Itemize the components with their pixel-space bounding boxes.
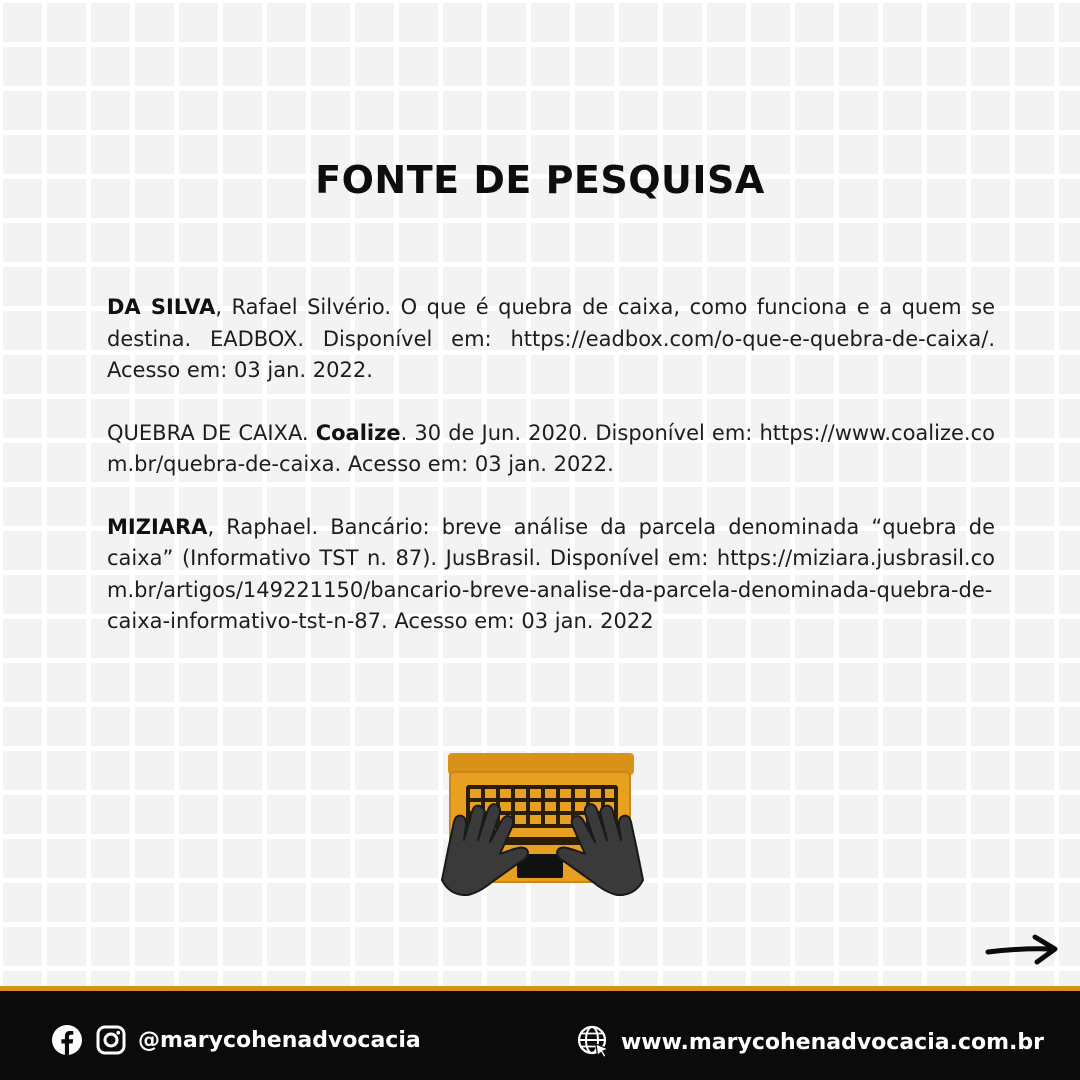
reference-url: https://eadbox.com/o-que-e-quebra-de-caixa/ [510,326,989,351]
reference-author: MIZIARA [107,514,208,539]
facebook-icon[interactable] [52,1025,82,1055]
reference-item [107,512,995,638]
page-title: FONTE DE PESQUISA [315,158,765,202]
reference-text: , Raphael. Bancário: breve análise da parcela denominada “quebra de caixa” (Informativo TST n. 87). JusBrasil. Disponível em: [107,514,995,570]
reference-access: . Acesso em: 03 jan. 2022. [107,326,995,382]
reference-item [107,418,995,481]
reference-access: . Acesso em: 03 jan. 2022. [334,452,614,476]
reference-access: . Acesso em: 03 jan. 2022 [381,609,654,633]
instagram-icon[interactable] [96,1025,126,1055]
reference-url: https://miziara.jusbrasil.com.br/artigos/149221150/bancario-breve-analise-da-parcela-denominada-quebra-de-caixa-informativo-tst-n-87 [107,546,995,633]
reference-author: DA SILVA [107,295,216,319]
social-handle[interactable]: @marycohenadvocacia [138,1027,421,1053]
globe-cursor-icon [577,1025,611,1059]
reference-text: , Rafael Silvério. O que é quebra de caixa, como funciona e a quem se destina. EADBOX. Disponível em: [107,295,995,351]
reference-list [107,292,995,669]
social-links [52,1025,421,1055]
reference-url: https://www.coalize.com.br/quebra-de-caixa [107,420,995,476]
website-link[interactable] [577,1025,1044,1059]
laptop-hands-illustration [440,750,645,905]
footer-bar [0,986,1080,1080]
reference-lead: QUEBRA DE CAIXA. [107,420,316,445]
next-arrow-icon[interactable] [985,932,1059,968]
website-url: www.marycohenadvocacia.com.br [620,1029,1044,1055]
reference-text: . 30 de Jun. 2020. Disponível em: [400,420,760,445]
reference-source: Coalize [315,420,401,445]
reference-item [107,292,995,387]
